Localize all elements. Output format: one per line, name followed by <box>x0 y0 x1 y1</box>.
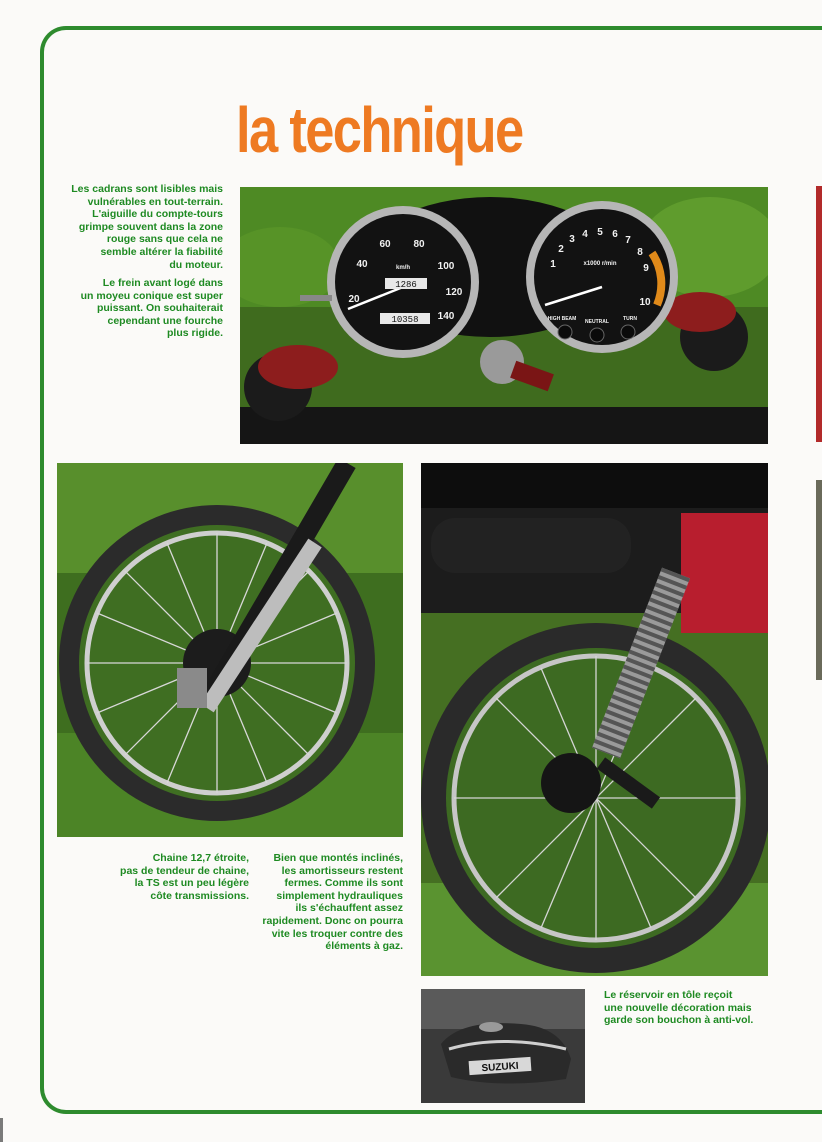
photo-dashboard <box>240 187 768 444</box>
speedo-odometer: 10358 <box>391 315 419 325</box>
tacho-tick: 1 <box>550 259 556 270</box>
tacho-turn: TURN <box>623 316 637 322</box>
tacho-high-beam: HIGH BEAM <box>547 316 577 322</box>
speedo-tick: 80 <box>413 239 425 250</box>
photo-rear-shock <box>421 463 768 976</box>
speedo-trip: 1286 <box>395 280 417 290</box>
speedo-tick: 60 <box>379 239 391 250</box>
speedo-tick: 40 <box>356 259 368 270</box>
tacho-tick: 8 <box>637 247 643 258</box>
speedo-unit: km/h <box>395 265 411 271</box>
tacho-tick: 7 <box>625 235 631 246</box>
speedo-tick: 140 <box>437 311 455 322</box>
tacho-tick: 6 <box>612 229 618 240</box>
photo-tank <box>421 989 585 1103</box>
caption-tank: Le réservoir en tôle reçoit une nouvelle décoration mais garde son bouchon à anti-vol. <box>604 989 754 1027</box>
caption-dashboard: Les cadrans sont lisibles mais vulnérables en tout-terrain. L'aiguille du compte-tours grimpe souvent dans la zone rouge sans que cela ne semble altérer la fiabilité du moteur. <box>71 183 223 271</box>
tacho-unit: x1000 r/min <box>583 261 617 267</box>
photo-front-wheel <box>57 463 403 837</box>
tacho-tick: 10 <box>639 297 651 308</box>
page-title: la technique <box>236 94 523 166</box>
tacho-tick: 3 <box>569 234 575 245</box>
tank-brand: SUZUKI <box>481 1060 520 1075</box>
caption-brake: Le frein avant logé dans un moyeu conique est super puissant. On souhaiterait cependant une fourche plus rigide. <box>80 277 223 340</box>
tacho-neutral: NEUTRAL <box>585 319 609 325</box>
tacho-tick: 9 <box>643 263 649 274</box>
speedo-tick: 120 <box>445 287 463 298</box>
edge-mark <box>816 186 822 442</box>
speedo-tick: 100 <box>437 261 455 272</box>
page-edge-tick <box>0 1118 3 1142</box>
speedo-tick: 20 <box>348 294 360 305</box>
tacho-tick: 4 <box>582 229 588 240</box>
tacho-tick: 5 <box>597 227 603 238</box>
edge-mark <box>816 480 822 680</box>
tacho-tick: 2 <box>558 244 564 255</box>
caption-shocks: Bien que montés inclinés, les amortisseurs restent fermes. Comme ils sont simplement hydrauliques ils s'échauffent assez rapidement. Donc on pourra vite les troquer contre des éléments à gaz. <box>262 852 403 953</box>
caption-chain: Chaine 12,7 étroite, pas de tendeur de chaine, la TS est un peu légère côte transmissions. <box>120 852 249 902</box>
